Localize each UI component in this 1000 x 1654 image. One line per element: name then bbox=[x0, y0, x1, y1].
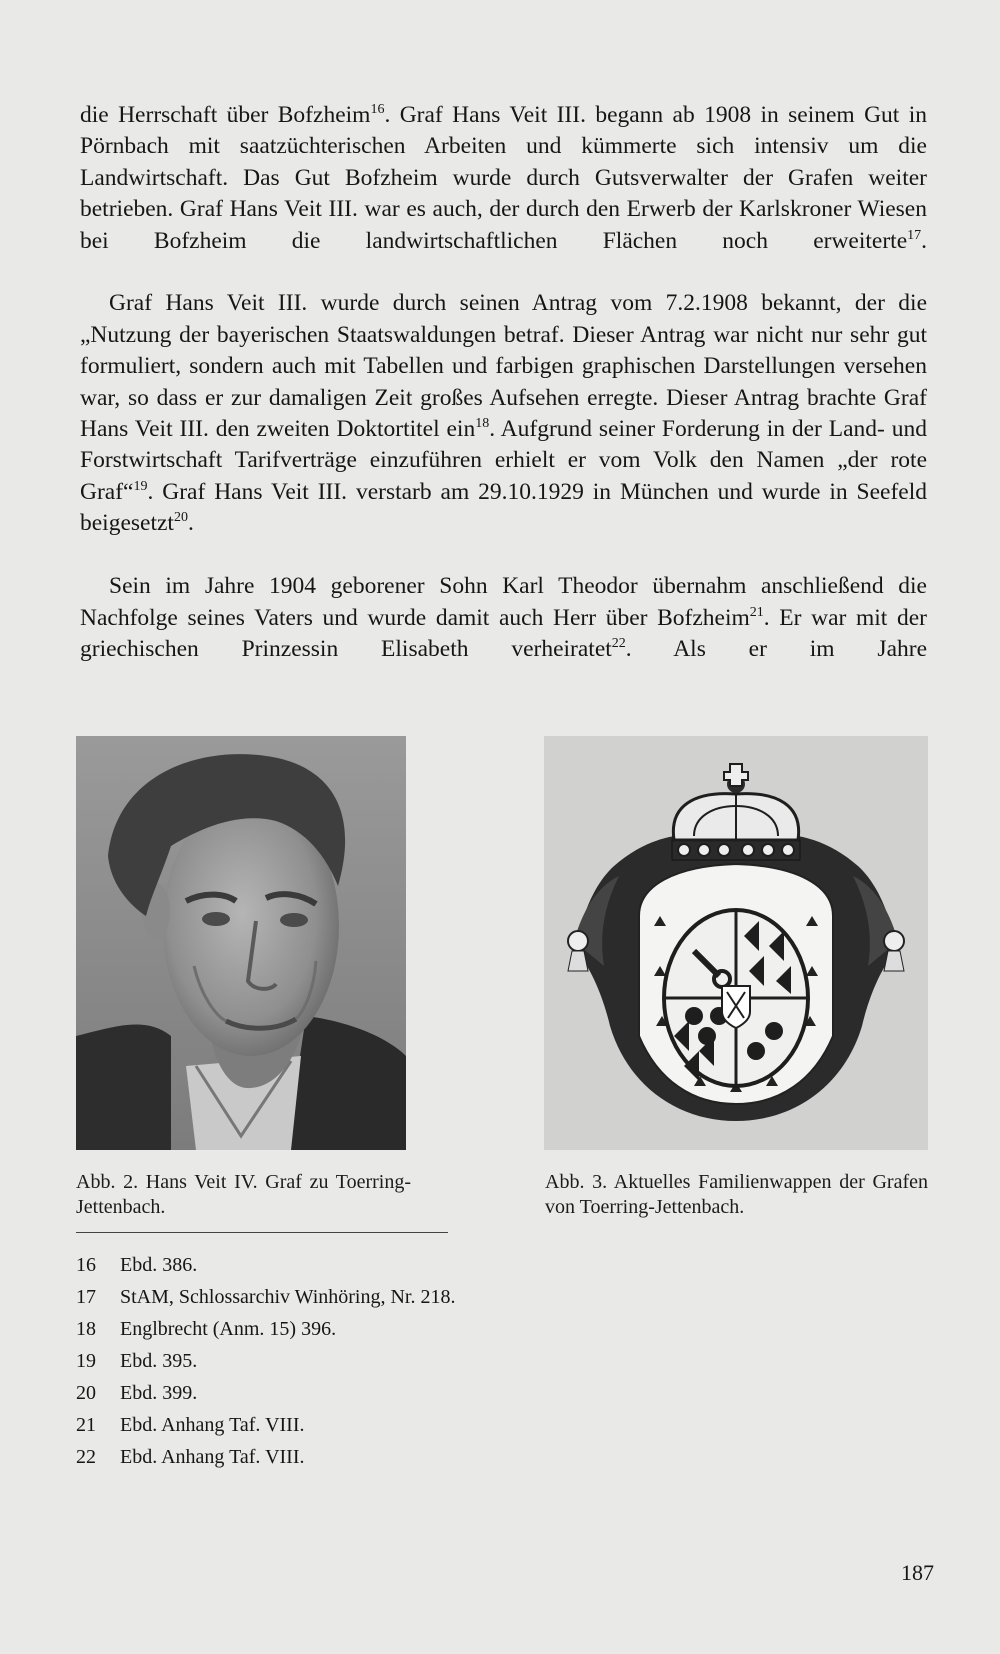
portrait-figure bbox=[76, 736, 406, 1150]
footnotes bbox=[76, 1249, 456, 1473]
footnote-item bbox=[76, 1313, 456, 1345]
paragraph-text: die Herrschaft über Bofzheim bbox=[80, 102, 371, 128]
page-number: 187 bbox=[901, 1560, 934, 1585]
portrait-photo bbox=[76, 736, 406, 1150]
footnote-number: 22 bbox=[76, 1446, 96, 1468]
footnote-number: 18 bbox=[76, 1318, 96, 1340]
paragraph-text: . Aufgrund seiner Forderung in der Land- und Forstwirtschaft Tarifverträge einzuführen erhielt er vom Volk den Namen „der rote Graf“ bbox=[80, 416, 928, 505]
footnote-number: 19 bbox=[76, 1350, 96, 1372]
coat-of-arms-illustration bbox=[544, 736, 928, 1150]
left-figure-caption: Abb. 2. Hans Veit IV. Graf zu Toerring-Jettenbach. bbox=[76, 1171, 411, 1218]
footnote-number: 16 bbox=[76, 1254, 96, 1276]
coat-of-arms-image bbox=[544, 736, 928, 1150]
paragraph-text: . bbox=[921, 227, 927, 254]
paragraph-text: . Er war mit der griechischen Prinzessin Elisabeth verheiratet bbox=[80, 604, 927, 662]
paragraph bbox=[80, 571, 927, 665]
footnote-text: Ebd. Anhang Taf. VIII. bbox=[120, 1414, 305, 1436]
footnote-reference[interactable]: 16 bbox=[370, 102, 385, 117]
footnote-item bbox=[76, 1377, 456, 1409]
paragraph-text: . bbox=[187, 510, 194, 537]
footnote-item bbox=[76, 1249, 456, 1281]
footnote-text: StAM, Schlossarchiv Winhöring, Nr. 218. bbox=[120, 1286, 456, 1308]
footnote-item bbox=[76, 1409, 456, 1441]
footnote-text: Ebd. 395. bbox=[120, 1350, 198, 1372]
paragraph-text: Sein im Jahre 1904 geborener Sohn Karl Theodor übernahm anschließend die Nachfolge seines Vaters und wurde damit auch Herr über Bofzheim bbox=[80, 573, 927, 631]
body-text bbox=[80, 100, 927, 665]
footnote-item bbox=[76, 1281, 456, 1313]
footnote-text: Englbrecht (Anm. 15) 396. bbox=[120, 1318, 337, 1340]
right-figure-caption: Abb. 3. Aktuelles Familienwappen der Grafen von Toerring-Jettenbach. bbox=[545, 1171, 928, 1218]
footnote-reference[interactable]: 22 bbox=[611, 635, 626, 651]
footnote-reference[interactable]: 18 bbox=[475, 416, 490, 432]
paragraph bbox=[80, 100, 927, 288]
footnote-item bbox=[76, 1345, 456, 1377]
footnote-number: 21 bbox=[76, 1414, 96, 1436]
footnote-item bbox=[76, 1441, 456, 1473]
footnote-reference[interactable]: 19 bbox=[133, 478, 148, 494]
footnote-text: Ebd. 386. bbox=[120, 1254, 198, 1276]
paragraph-text: . Graf Hans Veit III. verstarb am 29.10.1929 in München und wurde in Seefeld beigesetzt bbox=[80, 478, 927, 537]
paragraph bbox=[80, 288, 927, 571]
footnote-number: 20 bbox=[76, 1382, 96, 1404]
paragraph-text: Graf Hans Veit III. wurde durch seinen Antrag vom 7.2.1908 bekannt, der die „Nutzung der bayerischen Staatswaldungen betraf. Dieser Antrag war nicht nur sehr gut formuliert, sondern auch mit Tabellen und farbigen graphischen Darstellungen versehen war, so dass er zur damaligen Zeit großes Aufsehen erregte. Dieser Antrag brachte Graf Hans Veit III. den zweiten Doktortitel ein bbox=[80, 290, 927, 443]
paragraph-text: . Als er im Jahre bbox=[625, 635, 927, 662]
coat-of-arms-figure bbox=[544, 736, 928, 1150]
footnote-reference[interactable]: 21 bbox=[749, 604, 764, 620]
footnote-text: Ebd. 399. bbox=[120, 1382, 198, 1404]
footnote-divider bbox=[76, 1232, 448, 1233]
footnote-reference[interactable]: 20 bbox=[173, 510, 188, 526]
footnote-text: Ebd. Anhang Taf. VIII. bbox=[120, 1446, 305, 1468]
footnote-number: 17 bbox=[76, 1286, 96, 1308]
portrait-illustration bbox=[76, 736, 406, 1150]
paragraph-text: . Graf Hans Veit III. begann ab 1908 in seinem Gut in Pörnbach mit saatzüchterischen Arbeiten und kümmerte sich intensiv um die Landwirtschaft. Das Gut Bofzheim wurde durch Gutsverwalter der Grafen weiter betrieben. Graf Hans Veit III. war es auch, der durch den Erwerb der Karlskroner Wiesen bei Bofzheim die landwirtschaftlichen Flächen noch erweiterte bbox=[80, 102, 927, 254]
footnote-reference[interactable]: 17 bbox=[907, 227, 922, 243]
